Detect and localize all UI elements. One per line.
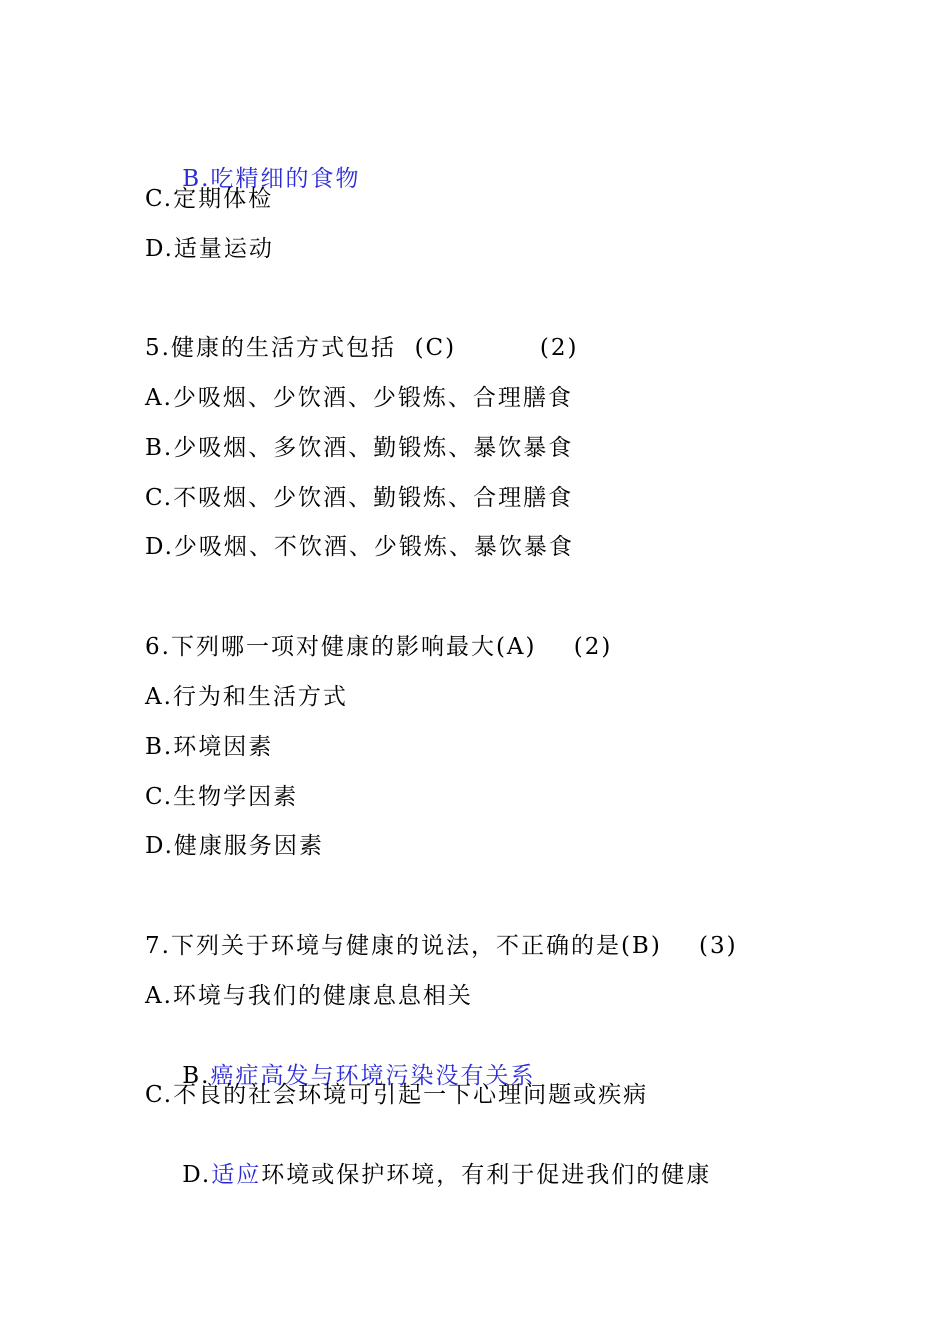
q5-option-b: B.少吸烟、多饮酒、勤锻炼、暴饮暴食 (145, 435, 574, 461)
q6-option-c: C.生物学因素 (145, 784, 299, 810)
q7-option-b-text: 癌症高发与环境污染没有关系 (210, 1063, 536, 1089)
q5-option-a: A.少吸烟、少饮酒、少锻炼、合理膳食 (145, 385, 573, 411)
q7-option-b-prefix: B. (182, 1063, 211, 1089)
q6-option-d: D.健康服务因素 (145, 833, 324, 859)
q4-option-c: C.定期体检 (145, 186, 274, 212)
q5-question: 5.健康的生活方式包括 (C) (2) (145, 335, 579, 361)
q4-option-b-prefix: B. (182, 166, 211, 192)
q6-option-b: B.环境因素 (145, 734, 274, 760)
q4-option-d: D.适量运动 (145, 236, 274, 262)
q6-question: 6.下列哪一项对健康的影响最大(A) (2) (145, 634, 613, 660)
q7-option-d (145, 1130, 711, 1220)
q7-question: 7.下列关于环境与健康的说法，不正确的是(B) (3) (145, 933, 738, 959)
q4-option-b-text: 吃精细的食物 (210, 166, 361, 192)
q5-option-c: C.不吸烟、少饮酒、勤锻炼、合理膳食 (145, 485, 574, 511)
q7-option-a: A.环境与我们的健康息息相关 (145, 983, 473, 1009)
q5-option-d: D.少吸烟、不饮酒、少锻炼、暴饮暴食 (145, 534, 574, 560)
q6-option-a: A.行为和生活方式 (145, 684, 348, 710)
q7-option-d-rest: 环境或保护环境，有利于促进我们的健康 (261, 1162, 712, 1188)
q7-option-d-prefix: D. (182, 1162, 212, 1188)
q7-option-c: C.不良的社会环境可引起一下心理问题或疾病 (145, 1082, 649, 1108)
q7-option-d-highlight: 适应 (211, 1162, 262, 1188)
